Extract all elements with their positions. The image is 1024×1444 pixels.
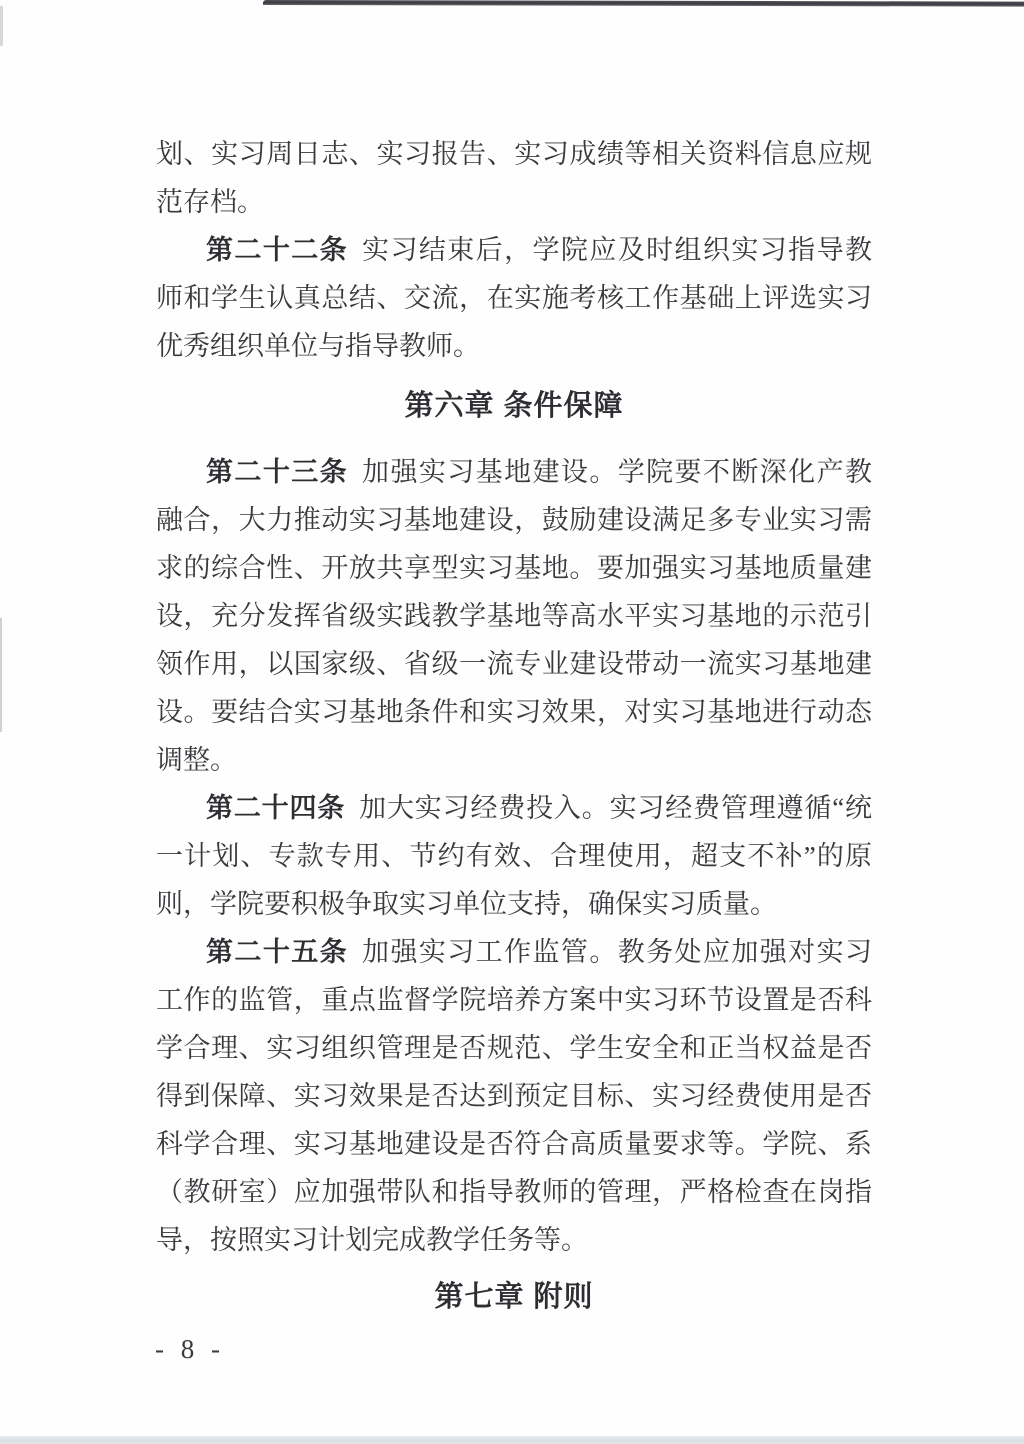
body-line: 得到保障、实习效果是否达到预定目标、实习经费使用是否 <box>156 1081 872 1111</box>
body-line: 调整。 <box>156 745 237 775</box>
body-line: 学合理、实习组织管理是否规范、学生安全和正当权益是否 <box>156 1033 872 1063</box>
chapter-6-heading: 第六章 条件保障 <box>404 390 624 422</box>
article-23-text: 加强实习基地建设。学院要不断深化产教 <box>362 457 873 487</box>
body-line: 设。要结合实习基地条件和实习效果，对实习基地进行动态 <box>156 697 872 727</box>
body-line: 领作用，以国家级、省级一流专业建设带动一流实习基地建 <box>156 649 872 679</box>
scan-bottom-edge-band <box>0 1436 1024 1444</box>
article-22-text: 实习结束后，学院应及时组织实习指导教 <box>362 235 873 265</box>
article-22-term: 第二十二条 <box>206 235 349 265</box>
body-line: 科学合理、实习基地建设是否符合高质量要求等。学院、系 <box>156 1129 872 1159</box>
body-line: 范存档。 <box>156 187 264 217</box>
scan-top-edge-line <box>263 0 1024 7</box>
article-25-text: 加强实习工作监管。教务处应加强对实习 <box>362 937 873 967</box>
body-line: 求的综合性、开放共享型实习基地。要加强实习基地质量建 <box>156 553 872 583</box>
body-line: 导，按照实习计划完成教学任务等。 <box>156 1225 588 1255</box>
page-number: - 8 - <box>155 1334 225 1364</box>
scan-left-edge-artifact-top <box>0 6 3 46</box>
article-24-term: 第二十四条 <box>206 793 346 823</box>
body-line: 工作的监管，重点监督学院培养方案中实习环节设置是否科 <box>156 985 872 1015</box>
body-line: 设，充分发挥省级实践教学基地等高水平实习基地的示范引 <box>156 601 872 631</box>
article-24-text: 加大实习经费投入。实习经费管理遵循“统 <box>359 793 873 823</box>
body-line: 师和学生认真总结、交流，在实施考核工作基础上评选实习 <box>156 283 872 313</box>
scan-left-edge-artifact-mid <box>0 618 2 732</box>
body-line: 优秀组织单位与指导教师。 <box>156 331 480 361</box>
article-25-first-line <box>156 928 872 976</box>
chapter-7-heading: 第七章 附则 <box>434 1281 594 1313</box>
article-22-first-line <box>156 226 872 274</box>
body-line: （教研室）应加强带队和指导教师的管理，严格检查在岗指 <box>156 1177 872 1207</box>
article-23-first-line <box>156 448 872 496</box>
body-line: 融合，大力推动实习基地建设，鼓励建设满足多专业实习需 <box>156 505 872 535</box>
article-25-term: 第二十五条 <box>206 937 349 967</box>
body-line: 划、实习周日志、实习报告、实习成绩等相关资料信息应规 <box>156 139 872 169</box>
body-line: 则，学院要积极争取实习单位支持，确保实习质量。 <box>156 889 777 919</box>
article-24-first-line <box>156 784 872 832</box>
article-23-term: 第二十三条 <box>206 457 349 487</box>
body-line: 一计划、专款专用、节约有效、合理使用，超支不补”的原 <box>156 841 872 871</box>
